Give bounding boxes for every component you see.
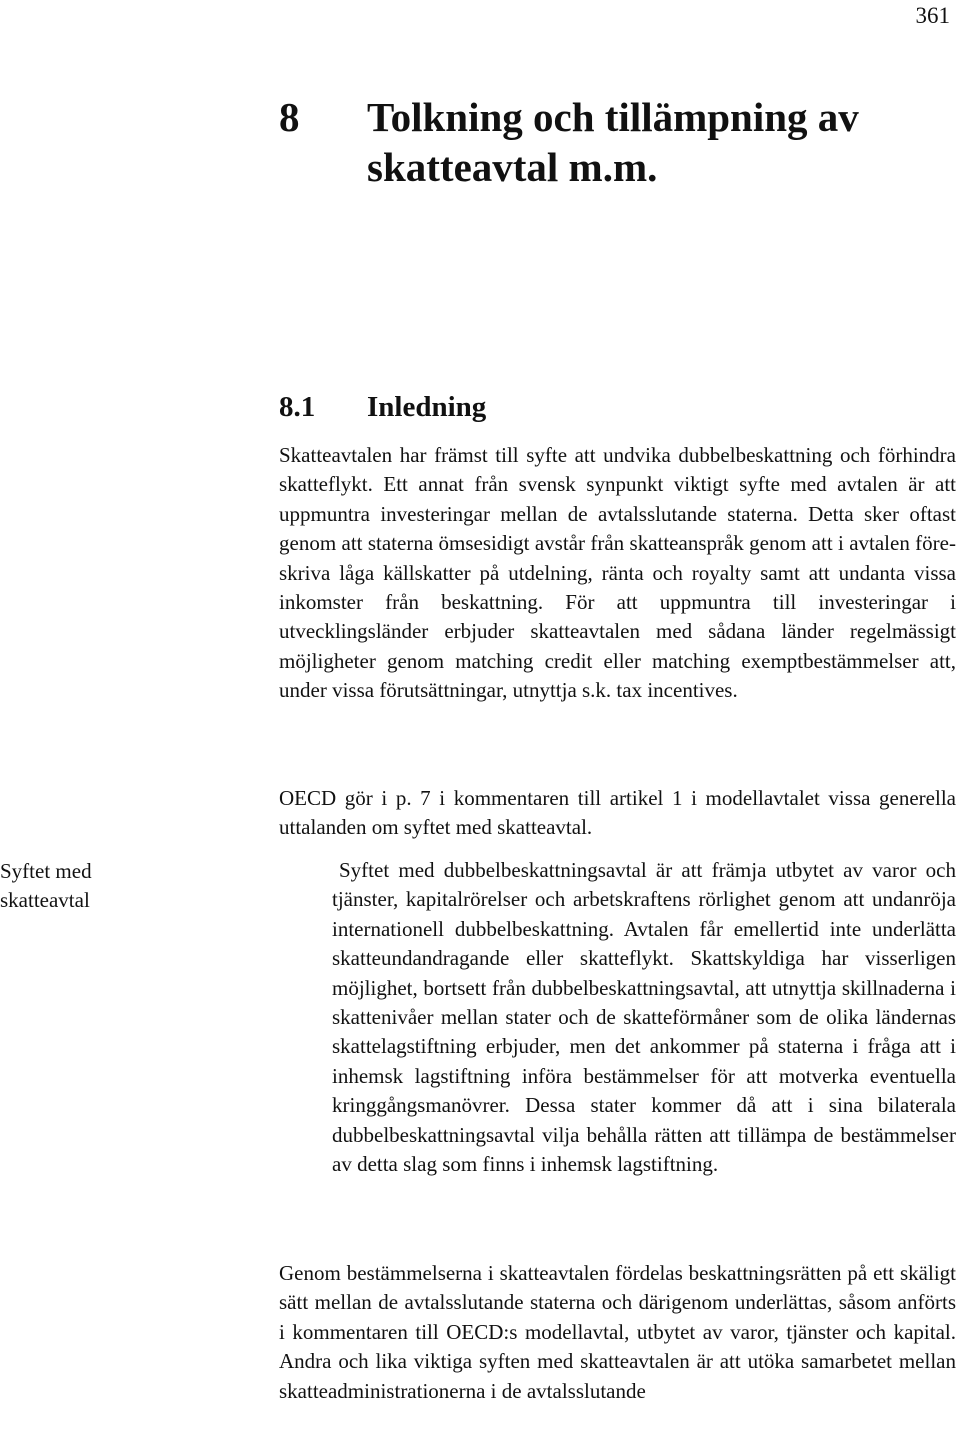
- section-number: 8.1: [279, 391, 316, 423]
- section-title: [279, 390, 486, 424]
- chapter-number: 8: [279, 94, 300, 140]
- body-paragraph: OECD gör i p. 7 i kommentaren till artikel 1 i modellavtalet vissa generella uttalanden om syftet med skatteavtal.: [279, 786, 956, 840]
- page-number: 361: [915, 3, 950, 28]
- chapter-title: [279, 92, 959, 192]
- margin-note: Syftet med skatteavtal: [0, 859, 92, 912]
- chapter-title-text: Tolkning och tillämpning av skatteavtal m.m.: [367, 94, 859, 190]
- body-paragraph: Genom bestämmelserna i skatteavtalen fördelas beskattningsrätten på ett skäligt sätt mellan de avtalsslutande staterna och därigenom underlättas, såsom anförts i kommentaren till OECD:s modellavtal, utbytet av varor, tjänster och kapital. Andra och lika viktiga syften med skatteavtalen är att utöka samarbetet mellan skatteadministrationerna i de avtalsslutande: [279, 1261, 956, 1403]
- body-paragraph: Skatteavtalen har främst till syfte att undvika dubbelbeskattning och förhindra skatteflykt. Ett annat från svensk synpunkt viktigt syfte med avtalen är att uppmuntra investeringar mellan de avtalsslutande staterna. Detta sker oftast genom att staterna ömsesidigt avstår från skatteanspråk genom att i avtalen föreskriva låga källskatter på utdelning, ränta och royalty samt att undanta vissa inkomster från beskattning. För att uppmuntra till investeringar i utvecklingsländer erbjuder skatteavtalen med sådana länder regelmässigt möjligheter genom matching credit eller matching exemptbestämmelser att, under vissa förutsättningar, utnyttja s.k. tax incentives.: [279, 443, 956, 703]
- block-quote: Syftet med dubbelbeskattningsavtal är att främja utbytet av varor och tjänster, kapitalrörelser och arbetskraftens rörlighet genom att undanröja internationell dubbelbeskattning. Avtalen får emellertid inte underlätta skatteundandragande eller skatteflykt. Skattskyldiga har visserligen möjlighet, bortsett från dubbelbeskattningsavtal, att utnyttja skillnaderna i skattenivåer mellan stater och de skatteförmåner som de olika ländernas skattelagstiftning erbjuder, men det ankommer på staterna i fråga att i inhemsk lagstiftning införa bestämmelser för att motverka eventuella kringgångsmanövrer. Dessa stater kommer då att i sina bilaterala dubbelbeskattningsavtal vilja behålla rätten att tillämpa de bestämmelser av detta slag som finns i inhemsk lagstiftning.: [332, 858, 956, 1177]
- section-title-text: Inledning: [367, 391, 487, 423]
